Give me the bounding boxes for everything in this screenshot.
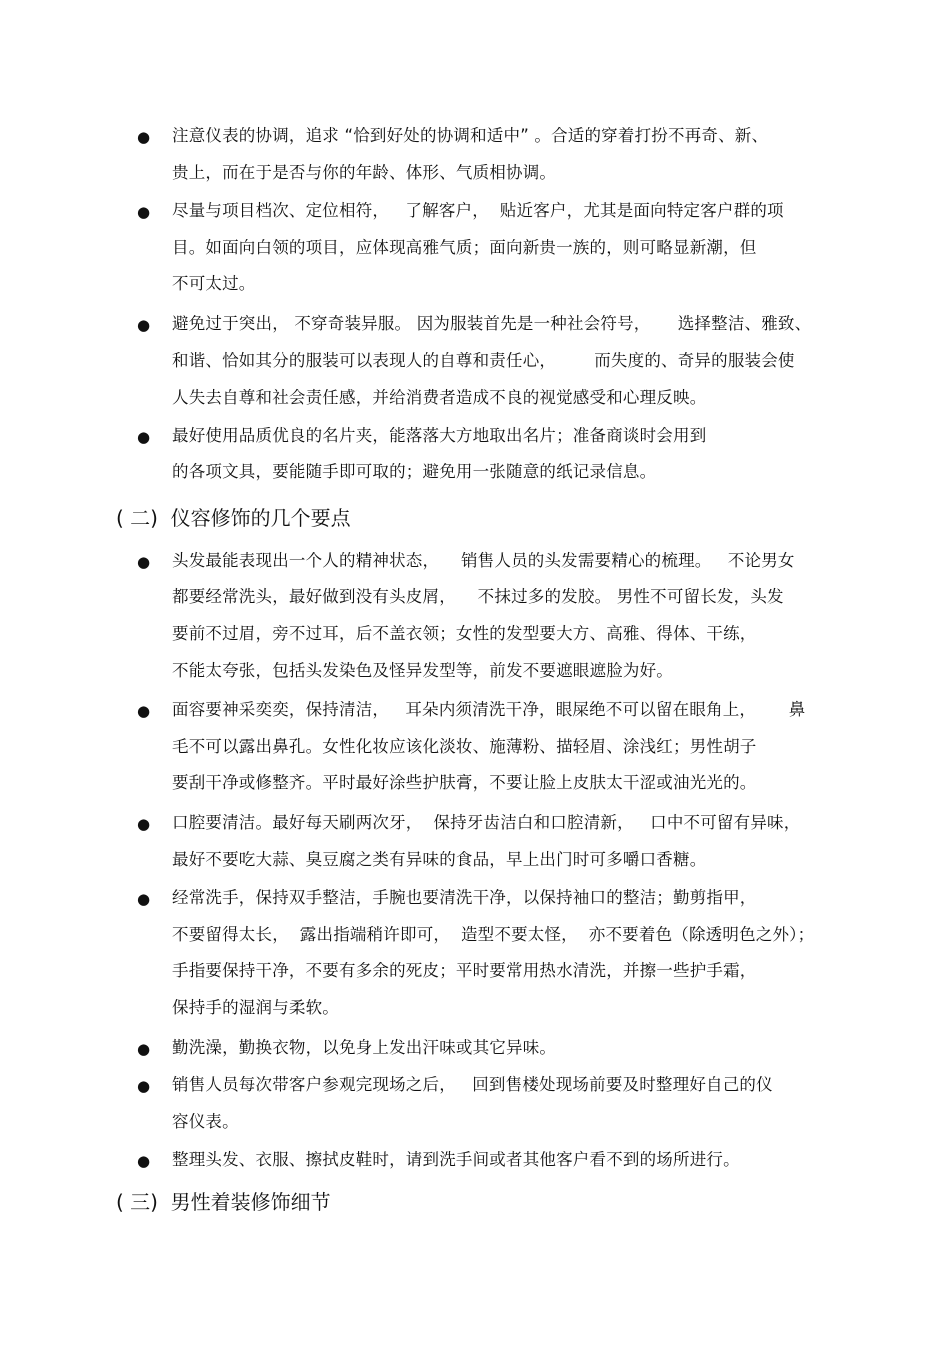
bullet-icon: ● [137, 553, 151, 571]
bullet-text-line: 手指要保持干净，不要有多余的死皮；平时要常用热水清洗，并擦一些护手霜， [172, 961, 757, 980]
bullet-text-line: 都要经常洗头，最好做到没有头皮屑， 不抹过多的发胶。 男性不可留长发，头发 [172, 587, 784, 606]
bullet-text-line: 避免过于突出， 不穿奇装异服。 因为服装首先是一种社会符号， 选择整洁、雅致、 [172, 314, 812, 333]
bullet-text-line: 毛不可以露出鼻孔。女性化妆应该化淡妆、施薄粉、描轻眉、涂浅红；男性胡子 [172, 737, 757, 756]
bullet-icon: ● [137, 203, 151, 221]
bullet-icon: ● [137, 702, 151, 720]
bullet-icon: ● [137, 1040, 151, 1058]
bullet-icon: ● [137, 316, 151, 334]
bullet-text-line: 经常洗手，保持双手整洁，手腕也要清洗干净，以保持袖口的整洁；勤剪指甲， [172, 888, 757, 907]
bullet-text-line: 要前不过眉，旁不过耳，后不盖衣领；女性的发型要大方、高雅、得体、干练， [172, 624, 757, 643]
bullet-text-line: 容仪表。 [172, 1112, 239, 1131]
bullet-text-line: 注意仪表的协调，追求 “恰到好处的协调和适中” 。合适的穿着打扮不再奇、新、 [172, 126, 769, 145]
bullet-icon: ● [137, 1152, 151, 1170]
bullet-text-line: 最好不要吃大蒜、臭豆腐之类有异味的食品，早上出门时可多嚼口香糖。 [172, 850, 707, 869]
bullet-icon: ● [137, 1077, 151, 1095]
bullet-text-line: 贵上，而在于是否与你的年龄、体形、气质相协调。 [172, 163, 557, 182]
bullet-text-line: 最好使用品质优良的名片夹，能落落大方地取出名片；准备商谈时会用到 [172, 426, 707, 445]
bullet-text-line: 要刮干净或修整齐。平时最好涂些护肤膏，不要让脸上皮肤太干涩或油光光的。 [172, 773, 757, 792]
section-heading: ( 三) 男性着装修饰细节 [116, 1190, 331, 1214]
section-heading: ( 二) 仪容修饰的几个要点 [116, 506, 351, 530]
bullet-text-line: 口腔要清洁。最好每天刷两次牙， 保持牙齿洁白和口腔清新， 口中不可留有异味， [172, 813, 801, 832]
bullet-text-line: 目。如面向白领的项目，应体现高雅气质；面向新贵一族的，则可略显新潮，但 [172, 238, 757, 257]
bullet-text-line: 不要留得太长， 露出指端稍许即可， 造型不要太怪， 亦不要着色（除透明色之外）； [172, 925, 815, 944]
bullet-icon: ● [137, 815, 151, 833]
bullet-text-line: 销售人员每次带客户参观完现场之后， 回到售楼处现场前要及时整理好自己的仪 [172, 1075, 773, 1094]
bullet-text-line: 保持手的湿润与柔软。 [172, 998, 339, 1017]
bullet-icon: ● [137, 890, 151, 908]
bullet-text-line: 尽量与项目档次、定位相符， 了解客户， 贴近客户，尤其是面向特定客户群的项 [172, 201, 784, 220]
bullet-text-line: 头发最能表现出一个人的精神状态， 销售人员的头发需要精心的梳理。 不论男女 [172, 551, 795, 570]
bullet-text-line: 和谐、恰如其分的服装可以表现人的自尊和责任心， 而失度的、奇异的服装会使 [172, 351, 795, 370]
bullet-text-line: 面容要神采奕奕，保持清洁， 耳朵内须清洗干净，眼屎绝不可以留在眼角上， 鼻 [172, 700, 806, 719]
bullet-text-line: 勤洗澡，勤换衣物，以免身上发出汗味或其它异味。 [172, 1038, 557, 1057]
bullet-icon: ● [137, 128, 151, 146]
bullet-text-line: 整理头发、衣服、擦拭皮鞋时，请到洗手间或者其他客户看不到的场所进行。 [172, 1150, 740, 1169]
bullet-icon: ● [137, 428, 151, 446]
bullet-text-line: 不能太夸张，包括头发染色及怪异发型等，前发不要遮眼遮脸为好。 [172, 661, 673, 680]
bullet-text-line: 不可太过。 [172, 274, 256, 293]
bullet-text-line: 的各项文具，要能随手即可取的；避免用一张随意的纸记录信息。 [172, 462, 657, 481]
bullet-text-line: 人失去自尊和社会责任感，并给消费者造成不良的视觉感受和心理反映。 [172, 388, 707, 407]
